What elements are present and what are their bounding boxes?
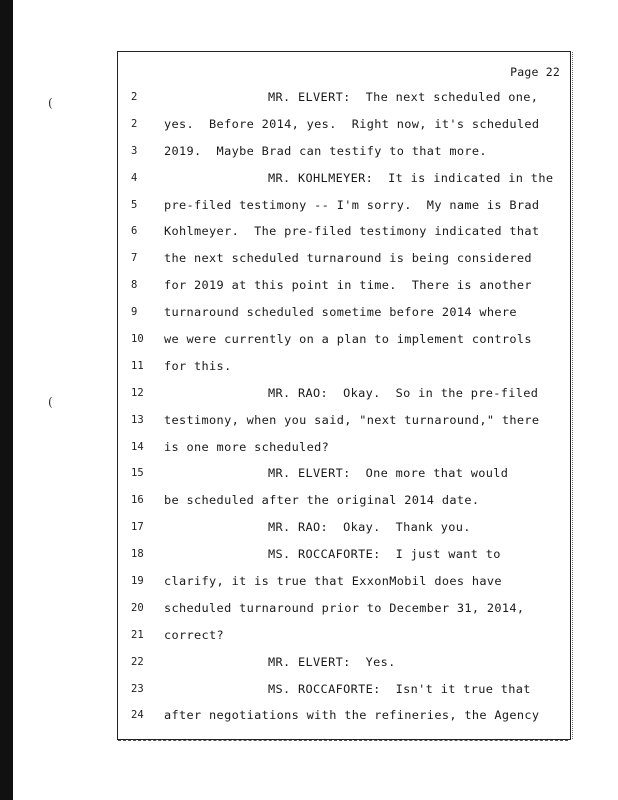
- line-number: 8: [131, 279, 138, 292]
- line-text: scheduled turnaround prior to December 31, 2014,: [164, 600, 525, 615]
- margin-mark: (: [48, 96, 53, 110]
- transcript-line: [118, 245, 570, 272]
- transcript-line: [118, 111, 570, 138]
- page-number: Page 22: [510, 65, 560, 79]
- line-number: 18: [131, 548, 144, 561]
- line-number: 19: [131, 575, 144, 588]
- line-text: we were currently on a plan to implement controls: [164, 332, 532, 347]
- line-number: 24: [131, 709, 144, 722]
- line-text: testimony, when you said, "next turnaround," there: [164, 412, 540, 427]
- frame-rule: [571, 52, 573, 739]
- line-number: 3: [131, 144, 138, 157]
- line-number: 12: [131, 386, 144, 399]
- transcript-line: [118, 192, 570, 219]
- line-number: 6: [131, 225, 138, 238]
- line-text: after negotiations with the refineries, the Agency: [164, 708, 540, 723]
- scan-noise: [118, 740, 568, 743]
- transcript-line: [118, 514, 570, 541]
- line-number: 2: [131, 117, 138, 130]
- line-number: 11: [131, 359, 144, 372]
- line-text: MR. ELVERT: Yes.: [268, 654, 396, 669]
- scan-edge: [0, 0, 13, 800]
- line-text: yes. Before 2014, yes. Right now, it's scheduled: [164, 116, 540, 131]
- transcript-line: [118, 595, 570, 622]
- line-number: 9: [131, 306, 138, 319]
- line-number: 15: [131, 467, 144, 480]
- transcript-line: [118, 649, 570, 676]
- line-text: MR. RAO: Okay. Thank you.: [268, 520, 471, 535]
- line-text: turnaround scheduled sometime before 2014 where: [164, 305, 517, 320]
- transcript-line: [118, 541, 570, 568]
- transcript-line: [118, 353, 570, 380]
- line-text: MS. ROCCAFORTE: I just want to: [268, 547, 501, 562]
- transcript-line: [118, 272, 570, 299]
- transcript-line: [118, 622, 570, 649]
- margin-mark: (: [48, 395, 53, 409]
- line-text: be scheduled after the original 2014 date.: [164, 493, 480, 508]
- line-text: MS. ROCCAFORTE: Isn't it true that: [268, 681, 531, 696]
- line-number: 22: [131, 655, 144, 668]
- line-text: 2019. Maybe Brad can testify to that more.: [164, 143, 487, 158]
- transcript-lines: [118, 84, 570, 729]
- transcript-line: [118, 380, 570, 407]
- line-number: 4: [131, 171, 138, 184]
- line-text: clarify, it is true that ExxonMobil does have: [164, 574, 502, 589]
- line-number: 16: [131, 494, 144, 507]
- line-text: MR. ELVERT: One more that would: [268, 466, 509, 481]
- line-number: 2: [131, 91, 138, 103]
- transcript-line: [118, 568, 570, 595]
- line-number: 5: [131, 198, 138, 211]
- transcript-line: [118, 407, 570, 434]
- transcript-line: [118, 702, 570, 729]
- line-text: MR. KOHLMEYER: It is indicated in the: [268, 170, 554, 185]
- transcript-line: [118, 165, 570, 192]
- line-text: pre-filed testimony -- I'm sorry. My name is Brad: [164, 197, 540, 212]
- line-number: 14: [131, 440, 144, 453]
- line-number: 13: [131, 413, 144, 426]
- line-text: for this.: [164, 358, 232, 373]
- line-number: 17: [131, 521, 144, 534]
- line-text: correct?: [164, 627, 225, 642]
- transcript-line: [118, 676, 570, 703]
- line-number: 10: [131, 333, 144, 346]
- transcript-line: [118, 138, 570, 165]
- line-text: MR. RAO: Okay. So in the pre-filed: [268, 385, 539, 400]
- line-number: 21: [131, 628, 144, 641]
- transcript-line: [118, 218, 570, 245]
- line-text: the next scheduled turnaround is being considered: [164, 251, 532, 266]
- transcript-page: [117, 51, 571, 740]
- line-text: Kohlmeyer. The pre-filed testimony indicated that: [164, 224, 540, 239]
- line-number: 7: [131, 252, 138, 265]
- transcript-line: [118, 487, 570, 514]
- line-number: 23: [131, 682, 144, 695]
- transcript-line: [118, 434, 570, 461]
- transcript-line: [118, 299, 570, 326]
- transcript-line: [118, 84, 570, 111]
- line-number: 20: [131, 601, 144, 614]
- line-text: MR. ELVERT: The next scheduled one,: [268, 90, 539, 104]
- transcript-line: [118, 460, 570, 487]
- line-text: is one more scheduled?: [164, 439, 330, 454]
- line-text: for 2019 at this point in time. There is another: [164, 278, 532, 293]
- transcript-line: [118, 326, 570, 353]
